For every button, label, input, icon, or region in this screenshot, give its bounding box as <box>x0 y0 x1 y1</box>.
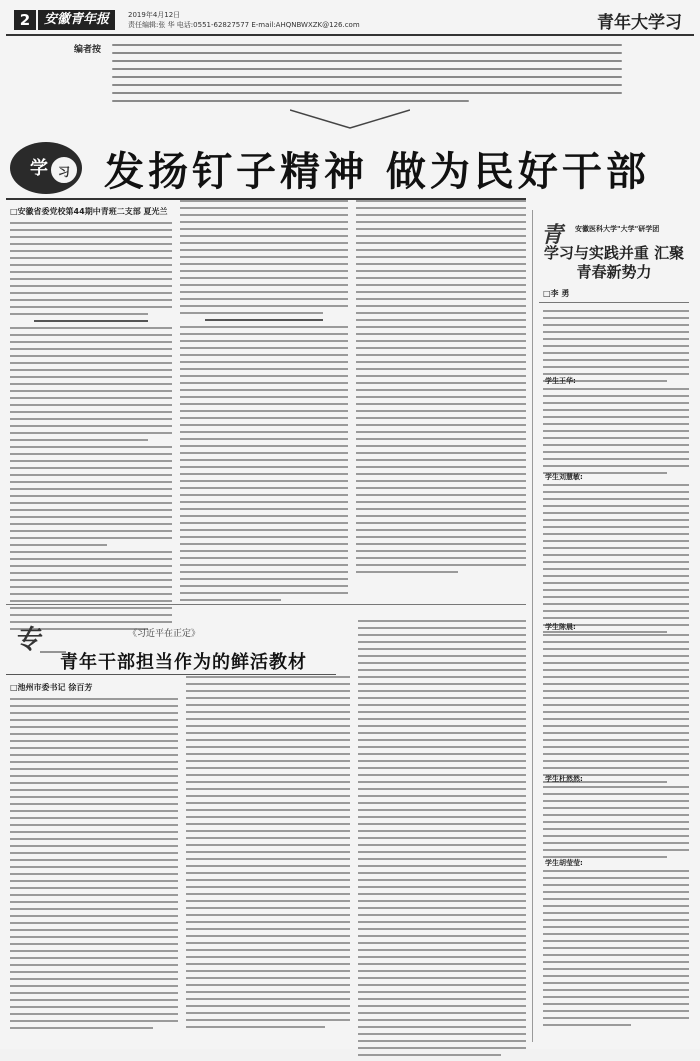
page-number: 2 <box>14 10 36 30</box>
sidebar-question-5: 学生胡莹莹: <box>545 859 583 867</box>
paper-name: 安徽青年报 <box>38 10 115 30</box>
second-column-3 <box>358 620 526 1061</box>
sidebar-author: □李 勇 <box>543 289 570 298</box>
masthead <box>6 4 694 36</box>
editors-note-text <box>112 44 622 108</box>
sidebar-para-3 <box>543 634 689 788</box>
sidebar-rule <box>539 302 689 303</box>
second-headline: 青年干部担当作为的鲜活教材 <box>60 652 307 673</box>
sidebar-title: 学习与实践并重 汇聚青春新势力 <box>543 244 685 281</box>
sidebar-para-1 <box>543 388 689 479</box>
sidebar-question-3: 学生陈晨: <box>545 623 576 631</box>
study-logo <box>8 136 88 198</box>
svg-text:青: 青 <box>541 222 564 248</box>
second-byline: □池州市委书记 徐百芳 <box>10 683 93 692</box>
sidebar-article <box>532 210 693 1042</box>
svg-text:习: 习 <box>58 165 71 179</box>
sidebar-tag: 安徽医科大学"大学"研学团 <box>575 225 660 233</box>
editors-note-tag: 编者按 <box>74 45 102 55</box>
sidebar-para-5 <box>543 870 689 1031</box>
lead-column-2 <box>180 200 348 606</box>
svg-text:学: 学 <box>30 158 48 179</box>
lead-column-1 <box>10 222 172 635</box>
svg-text:专: 专 <box>14 625 41 655</box>
lead-column-3 <box>356 200 526 578</box>
editor-line: 责任编辑:张 华 电话:0551-62827577 E-mail:AHQNBWXZK@126.com <box>128 21 360 29</box>
note-arrow-decoration <box>290 108 410 130</box>
second-column-1 <box>10 698 178 1034</box>
editors-note <box>74 40 626 110</box>
article-divider <box>6 604 526 605</box>
section-title: 青年大学习 <box>597 13 682 33</box>
second-column-2 <box>186 676 350 1033</box>
sidebar-question-2: 学生刘慧敏: <box>545 473 583 481</box>
sidebar-question-4: 学生杜然然: <box>545 775 583 783</box>
sidebar-para-4 <box>543 786 689 863</box>
date-line: 2019年4月12日 <box>128 11 181 19</box>
lead-headline: 发扬钉子精神 做为民好干部 <box>104 149 650 195</box>
second-headline-rule <box>6 674 336 675</box>
sidebar-para-2 <box>543 484 689 638</box>
sidebar-question-1: 学生王华: <box>545 377 576 385</box>
second-article-series: 《习近平在正定》 <box>128 629 201 639</box>
lead-byline: □安徽省委党校第44期中青班二支部 夏光兰 <box>10 207 168 216</box>
